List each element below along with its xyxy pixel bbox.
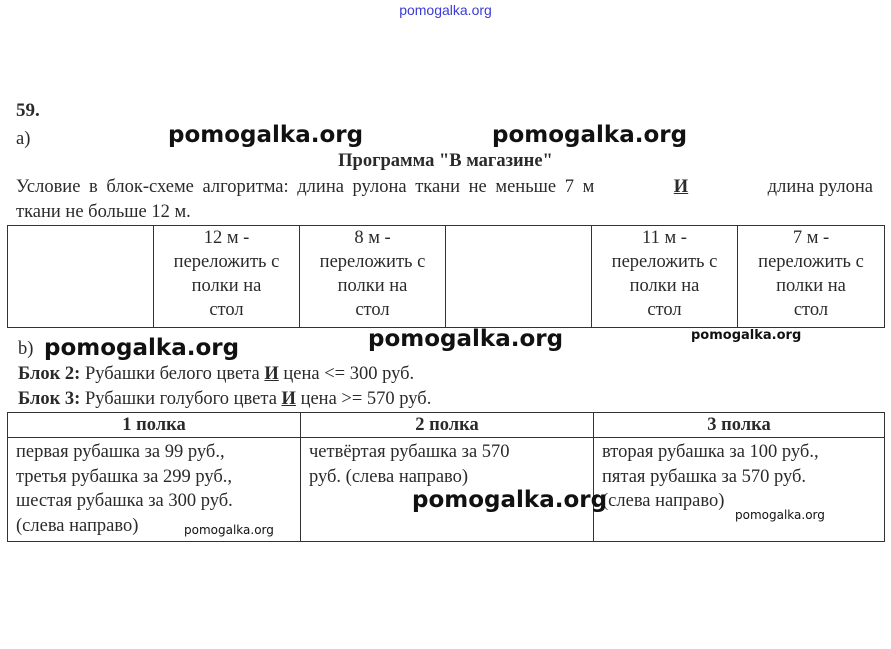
condition-text-2: длина рулона — [767, 177, 873, 197]
watermark: pomogalka.org — [368, 326, 564, 352]
table-cell — [8, 226, 154, 328]
watermark: pomogalka.org — [492, 122, 688, 148]
block-3-line — [18, 389, 431, 410]
column-header: 2 полка — [301, 413, 594, 438]
program-title: Программа "В магазине" — [338, 151, 553, 171]
block-2-text: Рубашки белого цвета — [84, 364, 260, 384]
table-cell: первая рубашка за 99 руб., третья рубашка за 299 руб., шестая рубашка за 300 руб. (слева направо) — [8, 438, 301, 542]
column-header: 1 полка — [8, 413, 301, 438]
watermark: pomogalka.org — [184, 523, 274, 537]
column-header: 3 полка — [594, 413, 885, 438]
table-a — [7, 225, 885, 328]
watermark: pomogalka.org — [691, 328, 802, 343]
block-3-text: Рубашки голубого цвета — [84, 389, 277, 409]
block-2-line — [18, 364, 414, 385]
table-header-row — [8, 413, 885, 438]
part-b-label: b) — [18, 339, 34, 359]
watermark: pomogalka.org — [412, 487, 608, 513]
table-cell: 11 м - переложить с полки на стол — [592, 226, 738, 328]
block-2-label: Блок 2: — [18, 364, 81, 384]
block-2-and: И — [264, 364, 279, 384]
condition-line-1 — [16, 177, 873, 198]
condition-and: И — [673, 177, 689, 197]
table-cell: 8 м - переложить с полки на стол — [300, 226, 446, 328]
part-a-label: a) — [16, 129, 31, 149]
watermark: pomogalka.org — [44, 335, 240, 361]
table-b — [7, 412, 885, 542]
block-3-label: Блок 3: — [18, 389, 81, 409]
block-3-and: И — [281, 389, 296, 409]
task-number: 59. — [16, 100, 40, 121]
condition-line-2: ткани не больше 12 м. — [16, 202, 191, 222]
watermark: pomogalka.org — [168, 122, 364, 148]
table-cell: вторая рубашка за 100 руб., пятая рубашка за 570 руб. (слева направо) — [594, 438, 885, 542]
table-cell: 12 м - переложить с полки на стол — [154, 226, 300, 328]
table-cell — [446, 226, 592, 328]
block-2-price: цена <= 300 руб. — [283, 364, 415, 384]
table-cell: 7 м - переложить с полки на стол — [738, 226, 885, 328]
watermark: pomogalka.org — [735, 508, 825, 522]
block-3-price: цена >= 570 руб. — [300, 389, 432, 409]
table-cell: четвёртая рубашка за 570 руб. (слева направо) — [301, 438, 594, 542]
condition-text-1: Условие в блок-схеме алгоритма: длина рулона ткани не меньше 7 м — [16, 177, 595, 197]
table-row — [8, 226, 885, 328]
watermark-top: pomogalka.org — [399, 2, 492, 18]
